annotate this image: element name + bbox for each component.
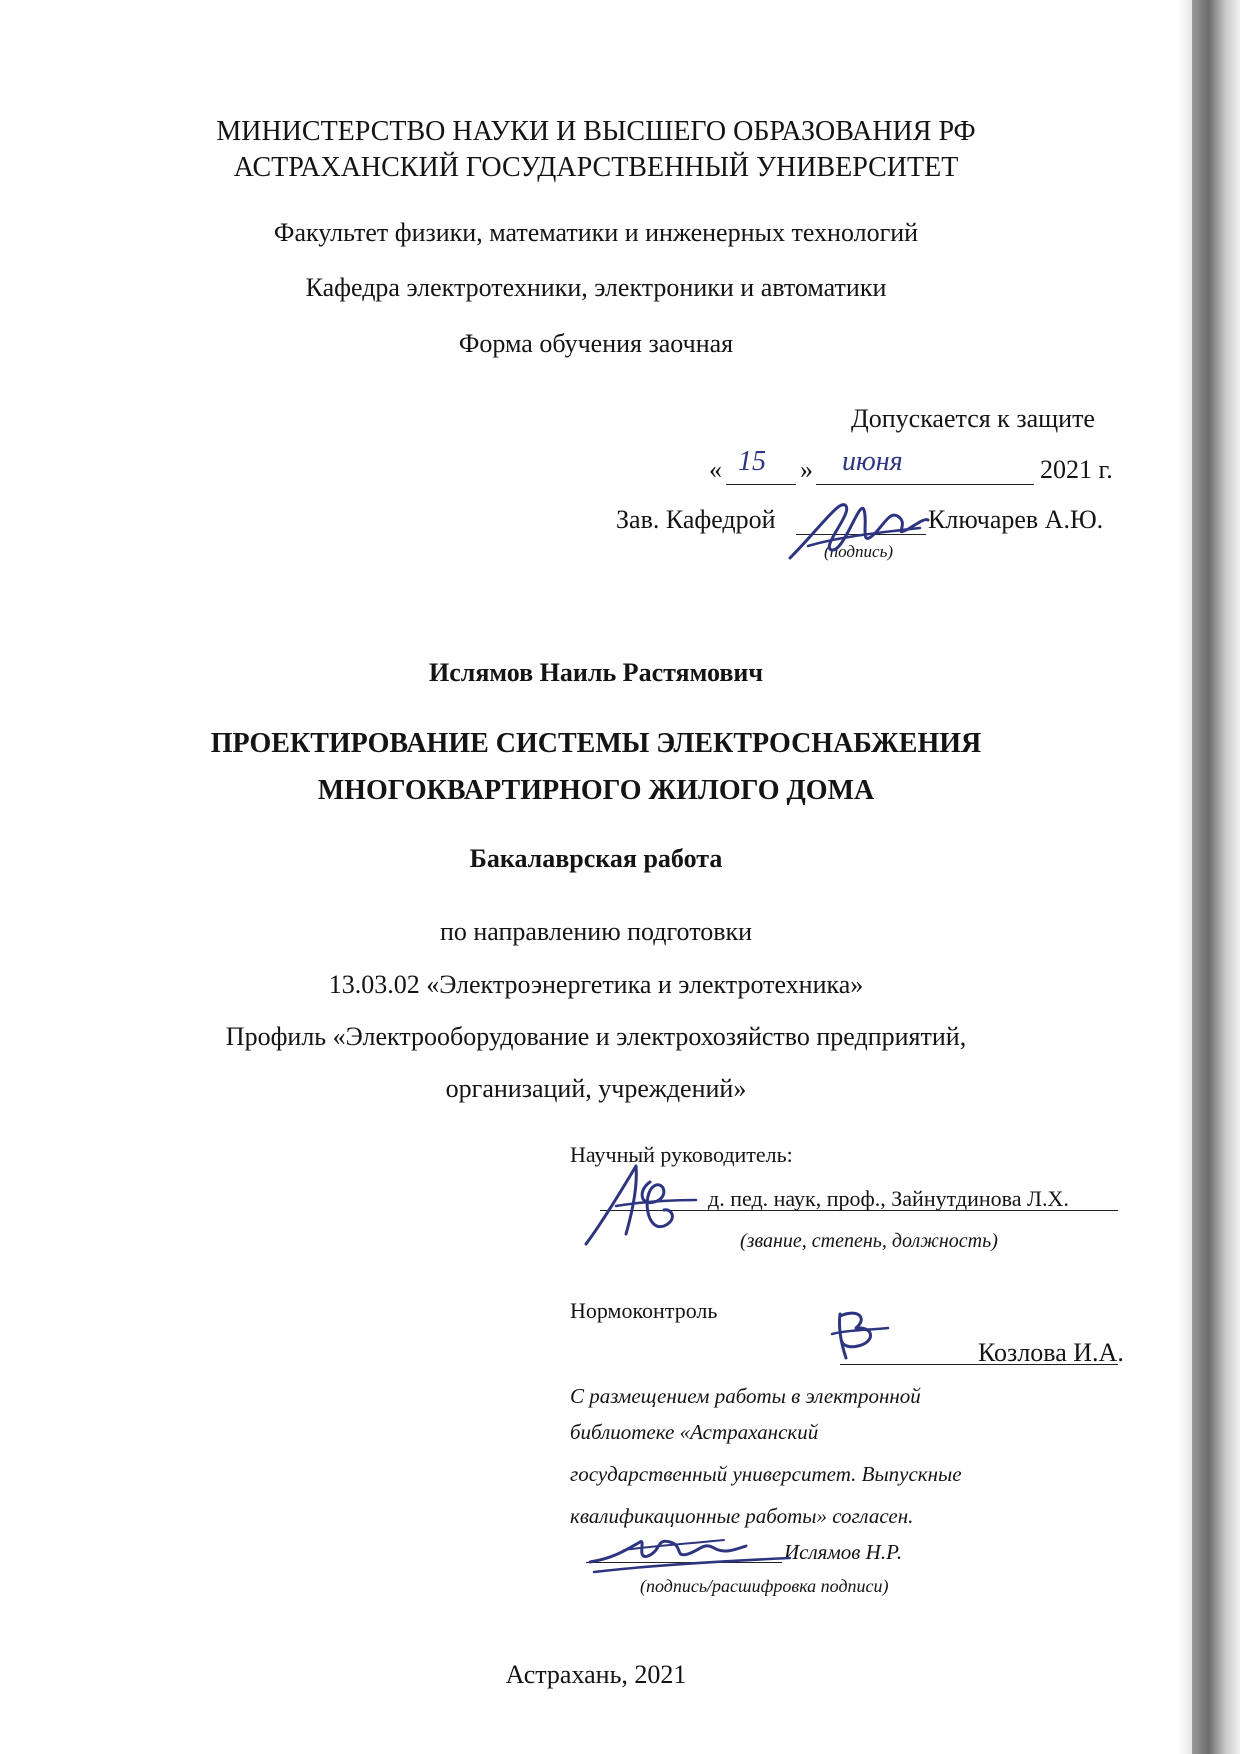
head-signature-caption: (подпись) <box>824 542 893 561</box>
normcontrol-signature-icon <box>828 1306 918 1366</box>
day-handwritten: 15 <box>738 446 766 477</box>
consent-name: Ислямов Н.Р. <box>784 1540 903 1564</box>
supervisor-caption: (звание, степень, должность) <box>740 1230 998 1252</box>
faculty-line: Факультет физики, математики и инженерных технологий <box>273 218 919 247</box>
month-handwritten: июня <box>842 446 903 477</box>
supervisor-name: д. пед. наук, проф., Зайнутдинова Л.Х. <box>708 1186 1069 1211</box>
normcontrol-name: Козлова И.А. <box>978 1338 1124 1367</box>
title-line1: ПРОЕКТИРОВАНИЕ СИСТЕМЫ ЭЛЕКТРОСНАБЖЕНИЯ <box>210 728 982 759</box>
consent-caption: (подпись/расшифровка подписи) <box>640 1576 889 1596</box>
consent-line1: С размещением работы в электронной <box>570 1384 921 1408</box>
title-line2: МНОГОКВАРТИРНОГО ЖИЛОГО ДОМА <box>317 775 875 806</box>
ministry-line: МИНИСТЕРСТВО НАУКИ И ВЫСШЕГО ОБРАЗОВАНИЯ РФ <box>216 116 976 147</box>
head-signature-icon <box>780 488 930 568</box>
department-line: Кафедра электротехники, электроники и автоматики <box>305 273 887 302</box>
profile-line2: организаций, учреждений» <box>445 1074 747 1103</box>
consent-signature-icon <box>584 1528 804 1588</box>
work-type: Бакалаврская работа <box>469 844 723 873</box>
consent-line4: квалификационные работы» согласен. <box>570 1504 914 1528</box>
author-name: Ислямов Наиль Растямович <box>428 658 764 687</box>
year-label: 2021 г. <box>1040 455 1113 484</box>
quote-open: « <box>709 455 722 484</box>
head-name: Ключарев А.Ю. <box>928 505 1104 534</box>
direction-code: 13.03.02 «Электроэнергетика и электротехника» <box>328 970 864 999</box>
supervisor-signature-icon <box>580 1160 700 1250</box>
footer-city-year: Астрахань, 2021 <box>505 1660 687 1689</box>
normcontrol-label: Нормоконтроль <box>570 1298 718 1323</box>
quote-close: » <box>800 455 813 484</box>
study-form-line: Форма обучения заочная <box>458 329 734 358</box>
consent-line2: библиотеке «Астраханский <box>570 1420 819 1444</box>
scan-shadow <box>1178 0 1192 1754</box>
consent-line3: государственный университет. Выпускные <box>570 1462 962 1486</box>
scan-edge <box>1192 0 1240 1754</box>
admitted-label: Допускается к защите <box>851 404 1095 433</box>
head-label: Зав. Кафедрой <box>616 505 776 534</box>
university-line: АСТРАХАНСКИЙ ГОСУДАРСТВЕННЫЙ УНИВЕРСИТЕТ <box>233 152 959 183</box>
supervisor-label: Научный руководитель: <box>570 1142 793 1167</box>
direction-intro: по направлению подготовки <box>439 917 753 946</box>
profile-line1: Профиль «Электрооборудование и электрохозяйство предприятий, <box>225 1022 967 1051</box>
